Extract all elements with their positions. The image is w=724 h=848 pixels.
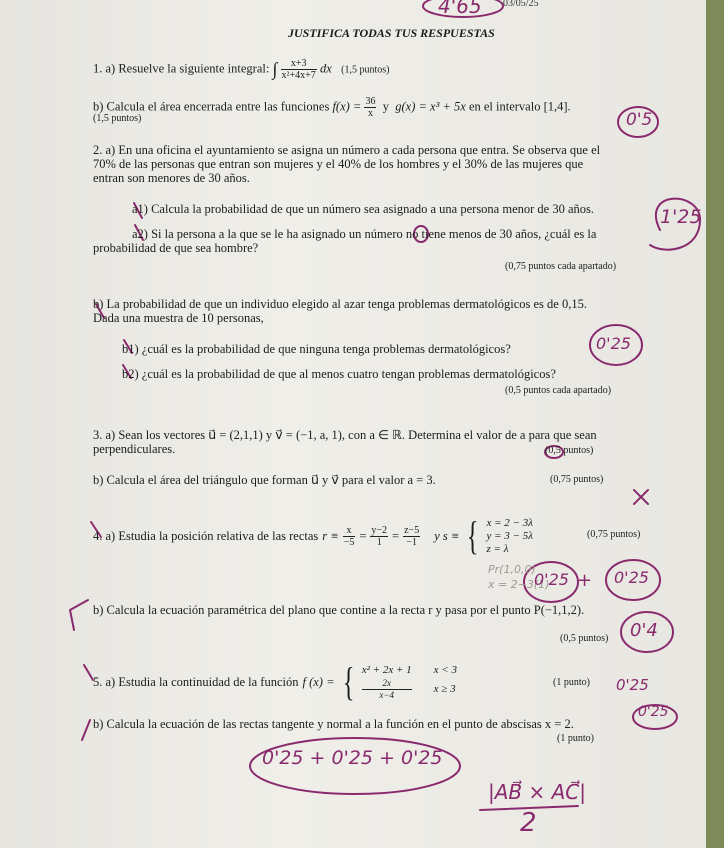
q2-b2: b2) ¿cuál es la probabilidad de que al menos cuatro tengan problemas dermatológicos?	[122, 367, 556, 381]
integral-sign: ∫	[272, 59, 278, 79]
q2-a-line-1: 2. a) En una oficina el ayuntamiento se asigna un número a cada persona que entra. Se observa que el	[93, 143, 601, 157]
q2-b-line-2: Dada una muestra de 10 personas,	[93, 311, 264, 325]
q1-b-text: b) Calcula el área encerrada entre las funciones	[93, 99, 330, 114]
q4-b-tick	[70, 600, 88, 630]
equals-sign: =	[392, 528, 400, 543]
q1-integrand	[281, 58, 317, 81]
q3-cross-mark	[634, 490, 648, 504]
q5-piece-1: x² + 2x + 1	[361, 663, 412, 676]
q1-a-label: 1. a) Resuelve la siguiente integral:	[93, 61, 270, 76]
q1-integrand-den: x²+4x+7	[281, 70, 316, 81]
q4-r-frac-2	[370, 525, 388, 548]
q4-b-mark: 0'4	[630, 620, 658, 641]
q4-r-frac-2-den: 1	[376, 536, 382, 548]
q4-b-text: b) Calcula la ecuación paramétrica del plano que contine a la recta r y pasa por el punto P(−1,1,2).	[93, 603, 585, 617]
q1-dx: dx	[319, 61, 332, 76]
q4-a-mark-2: 0'25	[614, 568, 649, 587]
q2-b-points: (0,5 puntos cada apartado)	[505, 385, 612, 396]
q2-b1: b1) ¿cuál es la probabilidad de que ninguna tenga problemas dermatológicos?	[122, 342, 511, 356]
q5-piece-2-cond: x ≥ 3	[433, 683, 456, 695]
q4-s-system	[487, 517, 534, 556]
q4-s-eq-1: x = 2 − 3λ	[486, 516, 533, 529]
q2-a-mark: 1'25	[660, 206, 702, 228]
q1-b-g: g(x) = x³ + 5x	[395, 99, 466, 114]
q5-b-text: b) Calcula la ecuación de las rectas tangente y normal a la función en el punto de abscisas x = 2.	[93, 717, 574, 731]
q2-a-line-2: 70% de las personas que entran son mujeres y el 40% de los hombres y el 30% de las mujeres que	[93, 157, 584, 171]
q5-a-text: 5. a) Estudia la continuidad de la función	[93, 674, 299, 689]
formula-denominator: 2	[520, 808, 537, 838]
q1-b-f-den: x	[367, 108, 373, 119]
equals-sign: =	[359, 528, 367, 543]
q1-b-points: (1,5 puntos)	[93, 113, 142, 124]
q5-f-def: f (x) =	[302, 674, 335, 689]
q2-a2-line-1: a2) Si la persona a la que se le ha asignado un número no tiene menos de 30 años, ¿cuál es la	[132, 227, 597, 241]
q4-r-frac-1-num: x	[343, 525, 356, 537]
q5-a-statement	[93, 659, 457, 704]
sum-note: 0'25 + 0'25 + 0'25	[262, 747, 443, 769]
q3-a-points: (0,5 puntos)	[545, 445, 594, 456]
q5-piece-2-den: x−4	[379, 689, 394, 700]
q1-b-f-frac	[364, 96, 376, 119]
q5-piece-1-cond: x < 3	[433, 663, 457, 676]
q5-b-mark: 0'25	[638, 704, 669, 720]
q4-r-frac-3	[403, 525, 420, 548]
plus-sign: +	[577, 570, 593, 591]
q2-a1: a1) Calcula la probabilidad de que un número sea asignado a una persona menor de 30 años.	[132, 202, 594, 216]
q4-s-eq-2: y = 3 − 5λ	[486, 529, 533, 542]
q5-piece-2-num: 2x	[362, 678, 412, 690]
q1-mark: 0'5	[626, 110, 653, 130]
q4-s-eq-3: z = λ	[486, 542, 509, 555]
exam-date: 03/05/25	[503, 0, 539, 9]
q4-r-frac-1	[343, 525, 356, 548]
q4-a-points: (0,75 puntos)	[587, 529, 641, 540]
q5-a-tick	[84, 665, 93, 680]
q1-b-f-num: 36	[365, 96, 376, 107]
q4-r-frac-3-num: z−5	[404, 524, 420, 536]
q2-a-line-3: entran son menores de 30 años.	[93, 171, 250, 185]
q4-a-mark-1: 0'25	[534, 570, 569, 589]
q4-b-points: (0,5 puntos)	[560, 633, 609, 644]
q2-a-points: (0,75 puntos cada apartado)	[505, 261, 617, 272]
q1-b-statement	[93, 96, 571, 119]
q4-r-def: r ≡	[322, 528, 339, 543]
q1-b-interval: en el intervalo [1,4].	[468, 99, 571, 114]
q2-a2-line-2: probabilidad de que sea hombre?	[93, 241, 259, 255]
q1-a-statement	[93, 58, 389, 81]
q2-b-line-1: b) La probabilidad de que un individuo elegido al azar tenga problemas dermatológicos es de 0,15.	[93, 297, 587, 311]
exam-title: JUSTIFICA TODAS TUS RESPUESTAS	[288, 26, 495, 40]
q3-a-line-1: 3. a) Sean los vectores u⃗ = (2,1,1) y v⃗ = (−1, a, 1), con a ∈ ℝ. Determina el valor de a para que sean	[93, 428, 597, 442]
q3-b-line: b) Calcula el área del triángulo que forman u⃗ y v⃗ para el valor a = 3.	[93, 473, 436, 487]
q5-piece-2	[362, 678, 412, 701]
q2-b-mark: 0'25	[596, 334, 631, 353]
q5-b-points: (1 punto)	[557, 733, 594, 744]
q4-r-frac-1-den: −5	[343, 536, 355, 548]
piecewise-brace: {	[342, 659, 354, 704]
q4-scribble-1: Pr(1,0,0)	[488, 563, 536, 576]
grade-mark: 4'65	[438, 0, 482, 18]
q4-s-def: y s ≡	[434, 528, 460, 543]
formula-numerator: |AB⃗ × AC⃗|	[488, 780, 586, 804]
q4-a-statement	[93, 513, 533, 558]
q5-piecewise	[362, 664, 457, 701]
q4-r-frac-2-num: y−2	[371, 524, 388, 536]
q4-a-text: 4. a) Estudia la posición relativa de las rectas	[93, 528, 319, 543]
q1-b-f: f(x) =	[332, 99, 362, 114]
q1-a-points: (1,5 puntos)	[341, 64, 390, 76]
q5-a-mark: 0'25	[616, 676, 649, 694]
q5-a-points: (1 punto)	[553, 677, 590, 688]
q3-a-line-2: perpendiculares.	[93, 442, 176, 456]
system-brace: {	[467, 513, 479, 558]
q1-b-y: y	[382, 99, 389, 114]
q4-scribble-2: x = 2−3(1)	[488, 578, 550, 591]
q5-b-tick	[82, 720, 90, 740]
q4-r-frac-3-den: −1	[406, 536, 417, 548]
q1-integrand-num: x+3	[281, 58, 317, 70]
q3-b-points: (0,75 puntos)	[550, 474, 604, 485]
